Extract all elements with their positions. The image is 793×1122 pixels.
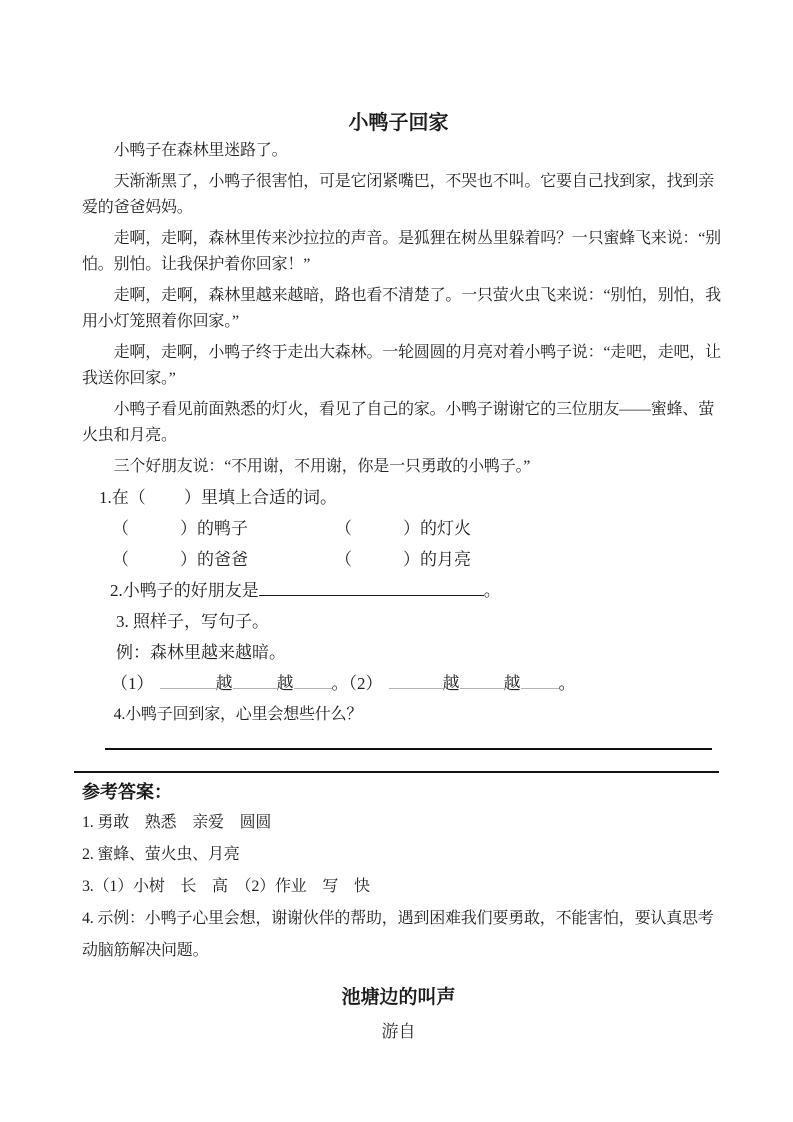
line-text: 。	[558, 674, 576, 693]
article-title: 小鸭子回家	[348, 112, 449, 134]
answer-key-line: 动脑筋解决问题。	[82, 942, 209, 959]
answer-key-line: 4. 示例：小鸭子心里会想，谢谢伙伴的帮助，遇到困难我们要勇敢，不能害怕，要认真思考	[82, 910, 714, 927]
line-text: 越	[503, 674, 521, 693]
answer-key-heading: 参考答案：	[82, 782, 172, 802]
line-text: （ ）的爸爸	[112, 550, 248, 569]
fill-in-blank	[389, 673, 443, 689]
line-text: （1）	[111, 674, 154, 693]
question-1-row	[82, 516, 715, 542]
fill-in-blank	[259, 580, 484, 596]
answer-key-line: 3.（1）小树 长 高 （2）作业 写 快	[82, 878, 370, 895]
fill-in-blank	[521, 673, 559, 689]
fill-in-blank	[105, 733, 712, 750]
spacer	[248, 564, 335, 565]
story-line: 走啊，走啊，森林里越来越暗，路也看不清楚了。一只萤火虫飞来说：“别怕，别怕，我	[82, 287, 721, 304]
fill-in-blank	[233, 673, 277, 689]
line-text: （ ）的灯火	[335, 519, 471, 538]
spacer	[82, 564, 112, 565]
story-line: 天渐渐黑了，小鸭子很害怕，可是它闭紧嘴巴，不哭也不叫。它要自己找到家，找到亲	[82, 173, 715, 190]
question-3: 3. 照样子，写句子。	[82, 612, 269, 631]
next-article-subtitle: 游自	[381, 1022, 416, 1041]
question-1-row	[82, 547, 715, 573]
line-text: 越	[276, 674, 294, 693]
story-line: 小鸭子在森林里迷路了。	[82, 142, 288, 159]
story-line: 三个好朋友说：“不用谢，不用谢，你是一只勇敢的小鸭子。”	[82, 458, 531, 475]
question-3-example: 例：森林里越来越暗。	[82, 643, 286, 662]
line-text: 越	[215, 674, 233, 693]
fill-in-blank	[460, 673, 504, 689]
answer-key-line: 2. 蜜蜂、萤火虫、月亮	[82, 846, 240, 863]
story-line: 火虫和月亮。	[82, 427, 177, 444]
line-text: 。（2）	[331, 674, 383, 693]
fill-in-blank	[160, 673, 216, 689]
line-text: （ ）的鸭子	[112, 519, 248, 538]
story-line: 小鸭子看见前面熟悉的灯火，看见了自己的家。小鸭子谢谢它的三位朋友——蜜蜂、萤	[82, 401, 715, 418]
question-4: 4.小鸭子回到家，心里会想些什么？	[82, 706, 363, 723]
line-text: 越	[442, 674, 460, 693]
fill-in-blank	[294, 673, 332, 689]
story-line: 用小灯笼照着你回家。”	[82, 313, 239, 330]
section-divider	[74, 771, 719, 773]
story-line: 我送你回家。”	[82, 370, 176, 387]
answer-writing-line	[82, 733, 715, 759]
spacer	[82, 595, 110, 596]
line-text: （ ）的月亮	[335, 550, 471, 569]
spacer	[82, 749, 105, 750]
question-1: 1.在（ ）里填上合适的词。	[82, 488, 337, 507]
story-line: 走啊，走啊，小鸭子终于走出大森林。一轮圆圆的月亮对着小鸭子说：“走吧，走吧，让	[82, 344, 721, 361]
story-line: 爱的爸爸妈妈。	[82, 199, 193, 216]
next-article-title: 池塘边的叫声	[341, 987, 456, 1008]
story-line: 走啊，走啊，森林里传来沙拉拉的声音。是狐狸在树丛里躲着吗？一只蜜蜂飞来说：“别	[82, 230, 721, 247]
line-text: 2.小鸭子的好朋友是	[110, 581, 259, 600]
story-line: 怕。别怕。让我保护着你回家！”	[82, 256, 311, 273]
question-3-fill-row	[82, 671, 715, 697]
spacer	[82, 533, 112, 534]
line-text: 。	[483, 581, 501, 600]
spacer	[82, 688, 111, 689]
spacer	[248, 533, 335, 534]
question-2	[82, 578, 715, 604]
answer-key-list	[82, 807, 715, 967]
answer-key-line: 1. 勇敢 熟悉 亲爱 圆圆	[82, 814, 272, 831]
document-content	[82, 108, 721, 1045]
article-body	[82, 138, 721, 759]
